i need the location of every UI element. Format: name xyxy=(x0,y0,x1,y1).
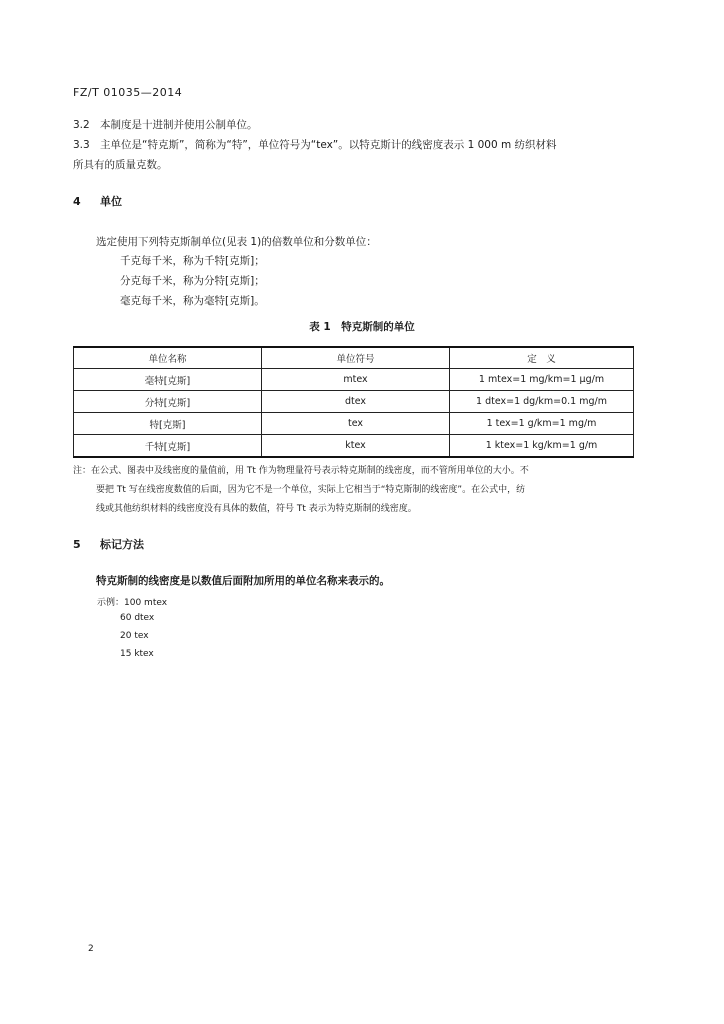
section-4-intro: 选定使用下列特克斯制单位(见表 1)的倍数单位和分数单位： xyxy=(96,236,377,248)
unit-name-cell: 毫特[克斯] xyxy=(74,369,262,391)
list-item: 千克每千米，称为千特[克斯]； xyxy=(120,255,265,267)
clause-number: 3.3 xyxy=(73,139,90,151)
clause-number: 3.2 xyxy=(73,119,90,131)
clause-3-3-continued: 所具有的质量克数。 xyxy=(73,159,168,171)
note-line: 要把 Tt 写在线密度数值的后面，因为它不是一个单位，实际上它相当于“特克斯制的线密度”。在公式中，纺 xyxy=(96,485,526,495)
table-note xyxy=(73,462,529,519)
units-table xyxy=(73,346,634,458)
definition-cell: 1 tex=1 g/km=1 mg/m xyxy=(450,413,634,435)
example-value: 100 mtex xyxy=(124,598,168,608)
clause-text: 主单位是“特克斯”，简称为“特”，单位符号为“tex”。以特克斯计的线密度表示 1 000 m 纺织材料 xyxy=(100,139,557,151)
table-header-row xyxy=(74,347,634,369)
list-item: 毫克每千米，称为毫特[克斯]。 xyxy=(120,295,265,307)
example-value: 15 ktex xyxy=(120,649,154,659)
table-row xyxy=(74,369,634,391)
unit-symbol-cell: dtex xyxy=(262,391,450,413)
clause-3-2 xyxy=(73,115,258,135)
table-row xyxy=(74,413,634,435)
page-number: 2 xyxy=(88,944,94,954)
list-item: 分克每千米，称为分特[克斯]； xyxy=(120,275,265,287)
unit-symbol-cell: ktex xyxy=(262,435,450,458)
header-unit-name: 单位名称 xyxy=(74,347,262,369)
definition-cell: 1 dtex=1 dg/km=0.1 mg/m xyxy=(450,391,634,413)
section-5-text: 特克斯制的线密度是以数值后面附加所用的单位名称来表示的。 xyxy=(96,575,390,587)
section-title: 标记方法 xyxy=(100,538,144,551)
header-unit-symbol: 单位符号 xyxy=(262,347,450,369)
section-5-heading xyxy=(73,536,144,552)
unit-symbol-cell: tex xyxy=(262,413,450,435)
definition-cell: 1 ktex=1 kg/km=1 g/m xyxy=(450,435,634,458)
section-number: 5 xyxy=(73,538,81,551)
unit-name-cell: 分特[克斯] xyxy=(74,391,262,413)
example-first xyxy=(97,595,167,608)
definition-cell: 1 mtex=1 mg/km=1 μg/m xyxy=(450,369,634,391)
example-value: 20 tex xyxy=(120,631,149,641)
table-row xyxy=(74,391,634,413)
example-label: 示例： xyxy=(97,598,125,608)
table-caption: 表 1 特克斯制的单位 xyxy=(309,321,415,333)
section-4-heading xyxy=(73,193,122,209)
unit-symbol-cell: mtex xyxy=(262,369,450,391)
clause-3-3 xyxy=(73,135,557,155)
unit-name-cell: 特[克斯] xyxy=(74,413,262,435)
section-number: 4 xyxy=(73,195,81,208)
note-line: 线或其他纺织材料的线密度没有具体的数值，符号 Tt 表示为特克斯制的线密度。 xyxy=(96,504,417,514)
header-definition: 定 义 xyxy=(450,347,634,369)
clause-text: 本制度是十进制并使用公制单位。 xyxy=(100,119,258,131)
example-value: 60 dtex xyxy=(120,613,155,623)
standard-code: FZ/T 01035—2014 xyxy=(73,86,183,99)
table-row xyxy=(74,435,634,458)
section-title: 单位 xyxy=(100,195,122,208)
note-line: 注：在公式、图表中及线密度的量值前，用 Tt 作为物理量符号表示特克斯制的线密度，而不管所用单位的大小。不 xyxy=(73,466,529,476)
unit-name-cell: 千特[克斯] xyxy=(74,435,262,458)
